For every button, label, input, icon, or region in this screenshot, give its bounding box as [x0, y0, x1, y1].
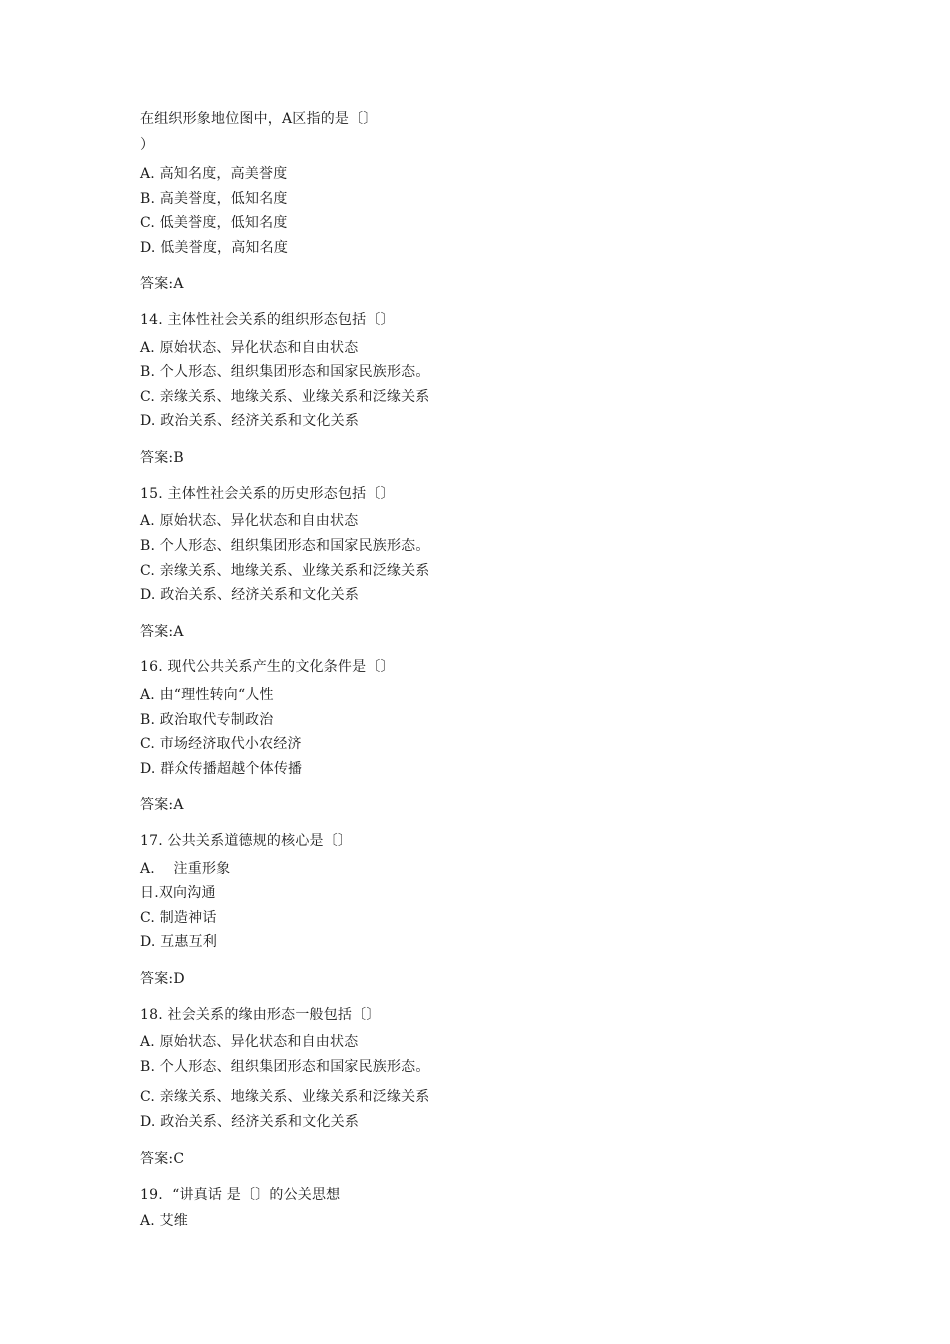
option-b: B. 政治取代专制政治 — [140, 712, 274, 728]
option-b: B. 高美誉度，低知名度 — [140, 191, 288, 207]
option-a: A. 原始状态、异化状态和自由状态 — [140, 340, 359, 356]
option-b: B. 个人形态、组织集团形态和国家民族形态。 — [140, 538, 430, 554]
option-c: C. 亲缘关系、地缘关系、业缘关系和泛缘关系 — [140, 563, 430, 579]
answer: 答案:B — [140, 450, 184, 466]
question-16: 16. 现代公共关系产生的文化条件是〔〕 — [140, 659, 395, 675]
answer: 答案:A — [140, 624, 184, 640]
question-18: 18. 社会关系的缘由形态一般包括〔〕 — [140, 1007, 381, 1023]
option-c: C. 亲缘关系、地缘关系、业缘关系和泛缘关系 — [140, 389, 430, 405]
option-b: 日.双向沟通 — [140, 885, 216, 901]
answer: 答案:D — [140, 971, 185, 987]
option-c: C. 制造神话 — [140, 910, 217, 926]
answer: 答案:A — [140, 797, 184, 813]
option-c: C. 市场经济取代小农经济 — [140, 736, 302, 752]
option-b: B. 个人形态、组织集团形态和国家民族形态。 — [140, 364, 430, 380]
answer: 答案:C — [140, 1151, 185, 1167]
option-d: D. 群众传播超越个体传播 — [140, 761, 303, 777]
option-d: D. 政治关系、经济关系和文化关系 — [140, 413, 360, 429]
option-d: D. 政治关系、经济关系和文化关系 — [140, 1114, 360, 1130]
option-a: A. 由“理性转向“人性 — [140, 687, 274, 703]
option-d: D. 低美誉度，高知名度 — [140, 240, 289, 256]
question-text-continued: ） — [140, 137, 155, 153]
option-a: A. 原始状态、异化状态和自由状态 — [140, 1034, 359, 1050]
question-14: 14. 主体性社会关系的组织形态包括〔〕 — [140, 312, 395, 328]
option-c: C. 亲缘关系、地缘关系、业缘关系和泛缘关系 — [140, 1089, 430, 1105]
answer: 答案:A — [140, 276, 184, 292]
option-a: A. 注重形象 — [140, 861, 231, 877]
option-c: C. 低美誉度，低知名度 — [140, 215, 288, 231]
option-d: D. 政治关系、经济关系和文化关系 — [140, 587, 360, 603]
option-b: B. 个人形态、组织集团形态和国家民族形态。 — [140, 1059, 430, 1075]
question-text: 在组织形象地位图中，A区指的是〔〕 — [140, 111, 378, 127]
option-a: A. 原始状态、异化状态和自由状态 — [140, 513, 359, 529]
option-d: D. 互惠互利 — [140, 934, 218, 950]
question-15: 15. 主体性社会关系的历史形态包括〔〕 — [140, 486, 395, 502]
option-a: A. 高知名度，高美誉度 — [140, 166, 288, 182]
question-17: 17. 公共关系道德规的核心是〔〕 — [140, 833, 353, 849]
question-19: 19. “讲真话 是〔〕的公关思想 — [140, 1187, 341, 1203]
option-a: A. 艾维 — [140, 1213, 189, 1229]
